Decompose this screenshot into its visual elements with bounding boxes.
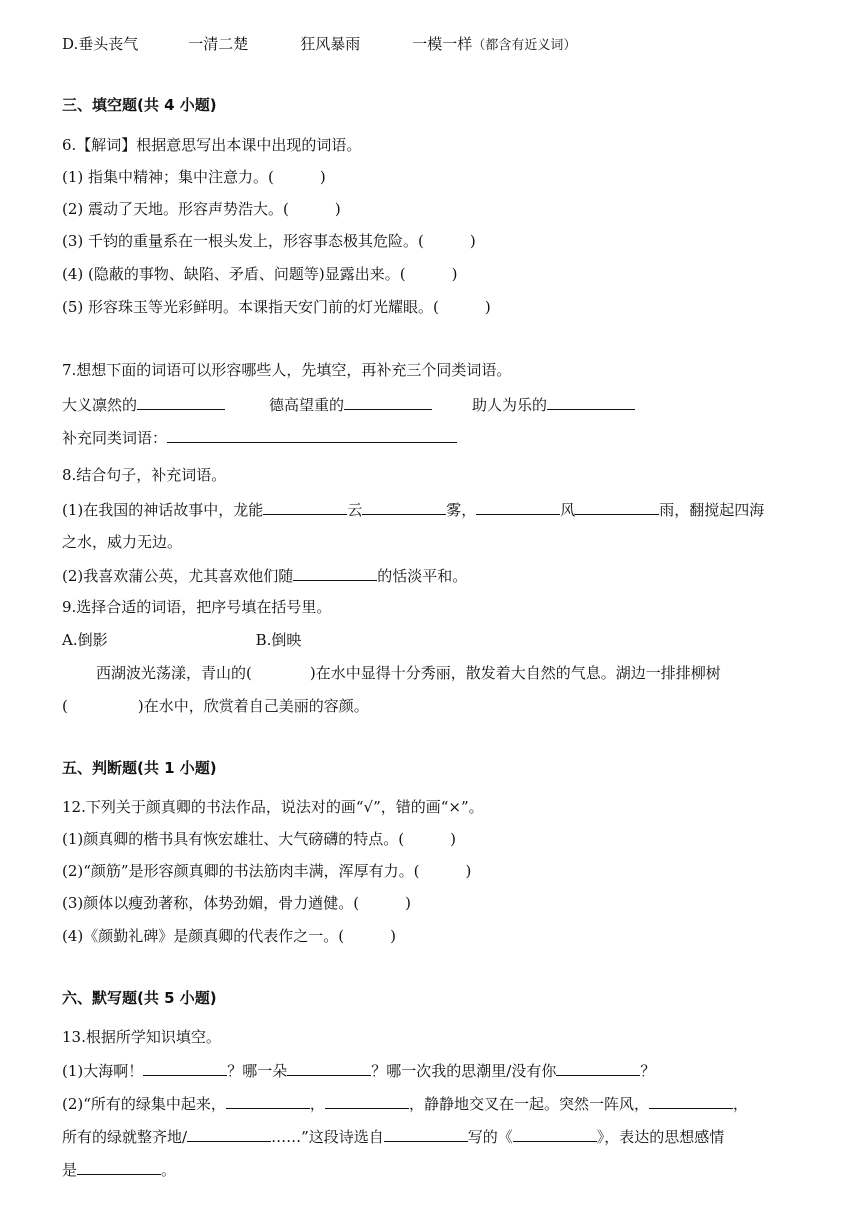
question-7-stem: 7.想想下面的词语可以形容哪些人，先填空，再补充三个同类词语。 <box>62 361 512 379</box>
q8-sentence-1: (1)在我国的神话故事中，龙能 云 雾， 风 雨，翻搅起四海 <box>62 501 765 519</box>
q13-sentence-1: (1)大海啊！ ？哪一朵 ？哪一次我的思潮里/没有你 ？ <box>62 1062 656 1080</box>
blank[interactable] <box>143 1060 227 1076</box>
q12-item-1: (1)颜真卿的楷书具有恢宏雄壮、大气磅礴的特点。( ) <box>62 830 456 848</box>
blank[interactable] <box>287 1060 371 1076</box>
q8-sentence-2: (2)我喜欢蒲公英，尤其喜欢他们随 的恬淡平和。 <box>62 567 468 585</box>
blank[interactable] <box>77 1159 161 1175</box>
blank[interactable] <box>325 1093 409 1109</box>
q6-item-2: (2) 震动了天地。形容声势浩大。( ) <box>62 200 341 218</box>
q13-sentence-2: (2)“所有的绿集中起来， ， ，静静地交叉在一起。突然一阵风， ， <box>62 1095 748 1113</box>
q7-extra: 补充同类词语： <box>62 427 457 448</box>
section-heading-dictation: 六、默写题(共 5 小题) <box>62 989 217 1007</box>
blank[interactable] <box>476 499 560 515</box>
q7-words: 大义凛然的 德高望重的 助人为乐的 <box>62 394 635 415</box>
q12-item-4: (4)《颜勤礼碑》是颜真卿的代表作之一。( ) <box>62 927 396 945</box>
q6-item-1: (1) 指集中精神；集中注意力。( ) <box>62 168 326 186</box>
section-heading-judgement: 五、判断题(共 1 小题) <box>62 759 217 777</box>
blank[interactable] <box>556 1060 640 1076</box>
q6-item-4: (4) (隐蔽的事物、缺陷、矛盾、问题等)显露出来。( ) <box>62 265 458 283</box>
blank[interactable] <box>344 394 432 410</box>
blank[interactable] <box>384 1126 468 1142</box>
q13-sentence-2-cont: 所有的绿就整齐地/ ……”这段诗选自 写的《 》，表达的思想感情 <box>62 1128 725 1146</box>
q6-item-5: (5) 形容珠玉等光彩鲜明。本课指天安门前的灯光耀眼。( ) <box>62 298 491 316</box>
q5-option-d: D.垂头丧气 一清二楚 狂风暴雨 一模一样（都含有近义词） <box>62 35 577 53</box>
blank[interactable] <box>167 427 457 443</box>
question-9-stem: 9.选择合适的词语，把序号填在括号里。 <box>62 598 332 616</box>
q9-passage-line-1: 西湖波光荡漾，青山的( )在水中显得十分秀丽，散发着大自然的气息。湖边一排排柳树 <box>96 664 721 682</box>
section-heading-fill-blank: 三、填空题(共 4 小题) <box>62 96 217 114</box>
blank[interactable] <box>575 499 659 515</box>
question-8-stem: 8.结合句子，补充词语。 <box>62 466 227 484</box>
q9-passage-line-2: ( )在水中，欣赏着自己美丽的容颜。 <box>62 697 369 715</box>
blank[interactable] <box>513 1126 597 1142</box>
question-6-stem: 6.【解词】根据意思写出本课中出现的词语。 <box>62 136 362 154</box>
blank[interactable] <box>293 565 377 581</box>
q12-item-2: (2)“颜筋”是形容颜真卿的书法筋肉丰满，浑厚有力。( ) <box>62 862 472 880</box>
question-13-stem: 13.根据所学知识填空。 <box>62 1028 221 1046</box>
q6-item-3: (3) 千钧的重量系在一根头发上，形容事态极其危险。( ) <box>62 232 476 250</box>
blank[interactable] <box>547 394 635 410</box>
blank[interactable] <box>137 394 225 410</box>
blank[interactable] <box>362 499 446 515</box>
question-12-stem: 12.下列关于颜真卿的书法作品，说法对的画“√”，错的画“×”。 <box>62 798 484 816</box>
blank[interactable] <box>226 1093 310 1109</box>
q12-item-3: (3)颜体以瘦劲著称，体势劲媚，骨力遒健。( ) <box>62 894 411 912</box>
q13-sentence-2-end: 是 。 <box>62 1161 177 1179</box>
blank[interactable] <box>649 1093 733 1109</box>
q9-options: A.倒影 B.倒映 <box>62 631 302 649</box>
q8-sentence-1-cont: 之水，威力无边。 <box>62 533 183 551</box>
blank[interactable] <box>263 499 347 515</box>
blank[interactable] <box>187 1126 271 1142</box>
